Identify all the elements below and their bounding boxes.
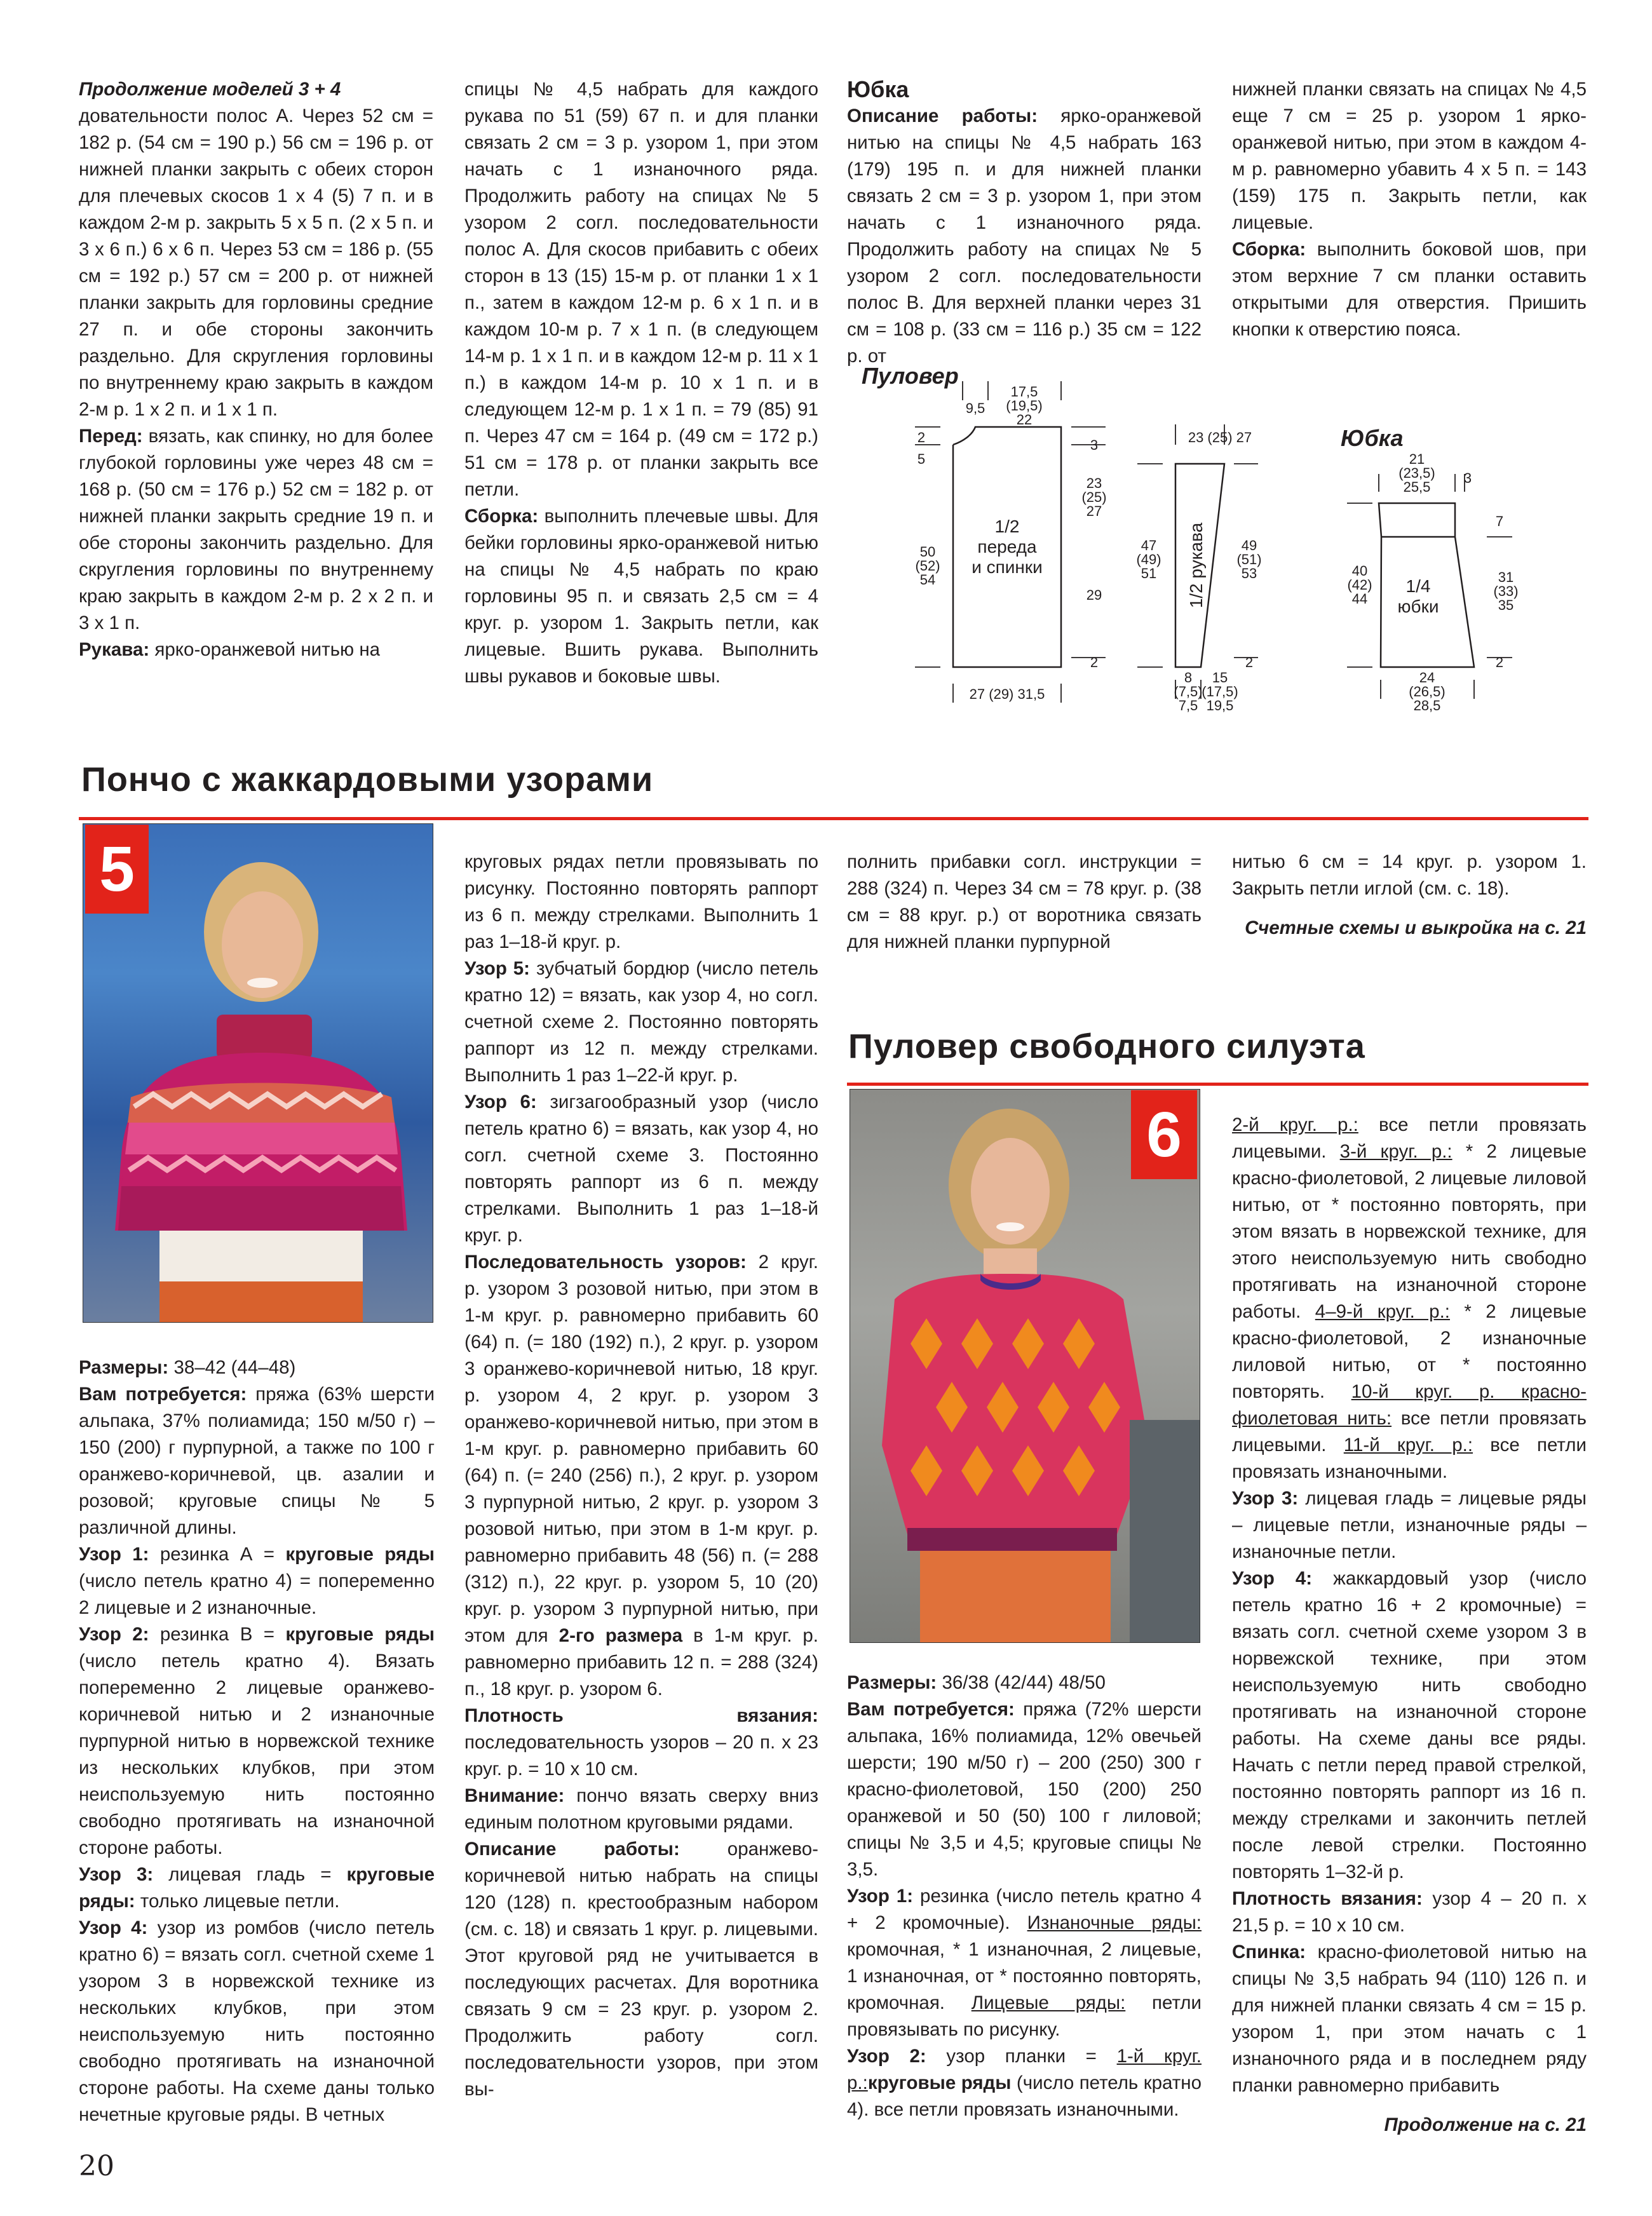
dim-15-3: 19,5 xyxy=(1206,698,1234,713)
page-number: 20 xyxy=(79,2150,114,2182)
dim-8-1: 8 xyxy=(1184,670,1193,686)
top-column-4 xyxy=(1232,76,1587,343)
text-run: выполнить боковой шов, при этом верхние 7 см планки оставить открытыми для отверстия. Пришить кнопки к отверстию пояса. xyxy=(1232,239,1587,340)
dim-skirt-bottom-3: 28,5 xyxy=(1413,698,1441,713)
poncho-column-4 xyxy=(1232,849,1587,942)
bold-lead: Описание работы: xyxy=(464,1839,680,1860)
text-run: лицевая гладь = лицевые ряды – лицевые петли, изнаночные ряды – изнаночные петли. xyxy=(1232,1488,1587,1562)
dim-7: 7 xyxy=(1495,513,1504,529)
bold-lead: Вам потребуется: xyxy=(847,1699,1015,1720)
paragraph xyxy=(1232,1112,1587,1485)
paragraph xyxy=(1232,1939,1587,2099)
bold-lead: Узор 1: xyxy=(79,1544,149,1565)
text-run: нитью 6 см = 14 круг. р. узором 1. Закрыть петли иглой (см. с. 18). xyxy=(1232,851,1587,899)
underlined-run: Лицевые ряды: xyxy=(971,1992,1126,2013)
paragraph xyxy=(847,849,1202,956)
paragraph: Продолжение на с. 21 xyxy=(1384,2114,1587,2135)
bold-lead: круговые ряды xyxy=(285,1624,435,1645)
paragraph xyxy=(1232,849,1587,902)
text-run: спицы № 4,5 набрать для каждого рукава по 51 (59) 67 п. и для планки связать 2 см = 3 р. узором 1, при этом начать с 1 изнаночного ряда. Продолжить работу на спицах № 5 узором 2 согл. последовательности полос А. Для скосов прибавить с обеих сторон в 13 (15) 15-м р. от планки 1 х 1 п., затем в каждом 12-м р. 6 х 1 п. и в каждом 10-м р. 7 х 1 п. (в следующем 14-м р. 1 х 1 п. и в каждом 12-м р. 11 х 1 п.) в каждом 14-м р. 10 х 1 п. и в следующем 12-м р. 1 х 1 п. = 79 (85) 91 п. Через 47 см = 164 р. (49 см = 172 р.) 51 см = 178 р. от планки закрыть все петли. xyxy=(464,79,818,500)
bold-lead: Внимание: xyxy=(464,1785,565,1806)
dim-sleeve-h1-1: 47 xyxy=(1141,537,1157,553)
dim-8-2: (7,5) xyxy=(1174,684,1203,699)
top-column-1 xyxy=(79,76,433,663)
bold-lead: Спинка: xyxy=(1232,1942,1306,1963)
text-run: 36/38 (42/44) 48/50 xyxy=(937,1672,1106,1693)
text-run: (число петель кратно 4). xyxy=(847,2072,1202,2120)
dim-height-3: 54 xyxy=(919,572,936,588)
paragraph xyxy=(847,1883,1202,2043)
text-run: вязать, как спинку, но для более глубокой горловины уже через 48 см = 168 р. (50 см = 176 р.) 52 см = 182 р. от нижней планки закрыть средние 19 п. и обе стороны закончить раздельно. Для скругления горловины по внутреннему краю закрыть в каждом 2-м р. 2 х 2 п. и 3 х 1 п. xyxy=(79,426,433,633)
pullover-column-2 xyxy=(1232,1112,1587,2138)
paragraph xyxy=(79,1381,435,1541)
dim-15-2: (17,5) xyxy=(1202,684,1238,699)
underlined-run: 11-й круг. р.: xyxy=(1343,1435,1473,1456)
bold-lead: Узор 6: xyxy=(464,1091,537,1112)
top-column-3 xyxy=(847,76,1202,370)
skirt-diagram-title: Юбка xyxy=(1341,425,1404,451)
text-run: круговых рядах петли провязывать по рисунку. Постоянно повторять раппорт из 6 п. между стрелками. Выполнить 1 раз 1–18-й круг. р. xyxy=(464,851,818,952)
text-run: пряжа (63% шерсти альпака, 37% полиамида; 150 м/50 г) – 150 (200) г пурпурной, а также по 100 г оранжево-коричневой, цв. азалии и розовой; круговые спицы № 5 различной длины. xyxy=(79,1384,435,1538)
paragraph xyxy=(847,1670,1202,1696)
dim-2b: 2 xyxy=(1090,654,1099,670)
dim-skirt-h1-3: 44 xyxy=(1351,591,1368,607)
body-label-2: переда xyxy=(977,537,1037,557)
paragraph xyxy=(464,1836,818,2103)
bold-lead: Плотность вязания: xyxy=(1232,1888,1423,1909)
paragraph: Продолжение моделей 3 + 4 xyxy=(79,79,341,100)
text-run: все петли провязать лицевыми. xyxy=(1232,1114,1587,1162)
bold-lead: Узор 2: xyxy=(847,2046,926,2067)
poncho-column-1 xyxy=(79,1355,435,2128)
pullover-title: Пуловер свободного силуэта xyxy=(848,1027,1365,1065)
text-run: оранжево-коричневой нитью набрать на спицы 120 (128) п. крестообразным набором (см. с. 18) и связать 1 круг. р. лицевыми. Этот круговой ряд не учитывается в последующих расчетах. Для воротника связать 9 см = 23 круг. р. узором 2. Продолжить работу согл. последовательности узоров, при этом вы- xyxy=(464,1839,819,2100)
text-run: 2 круг. р. узором 3 розовой нитью, при этом в 1-м круг. р. равномерно прибавить 60 (64) п. (= 180 (192) п.), 2 круг. р. узором 3 оранжево-коричневой нитью, 18 круг. р. узором 4, 2 круг. р. узором 3 оранжево-коричневой нитью, при этом в 1-м круг. р. равномерно прибавить 60 (64) п. (= 240 (256) п.), 2 круг. р. узором 3 пурпурной нитью, 2 круг. р. узором 3 розовой нитью, при этом в 1-м круг. р. равномерно прибавить 48 (56) п. (= 288 (312) п.), 22 круг. р. узором 5, 10 (20) круг. р. узором 3 пурпурной нитью, при этом для xyxy=(464,1252,818,1646)
text-run: ярко-оранжевой нитью на xyxy=(149,639,381,660)
text-run: все петли провязать изнаночными. xyxy=(1232,1435,1587,1482)
paragraph xyxy=(79,1915,435,2128)
paragraph xyxy=(464,76,818,503)
bold-lead: Перед: xyxy=(79,426,143,447)
underlined-run: 3-й круг. р.: xyxy=(1339,1141,1452,1162)
dim-armhole-1: 23 xyxy=(1086,475,1102,491)
bold-lead: круговые ряды: xyxy=(79,1864,435,1912)
poncho-title: Пончо с жаккардовыми узорами xyxy=(81,760,654,799)
text-run: резинка (число петель кратно 4 + 2 кромочные). xyxy=(847,1886,1202,1933)
dim-neck-1: 17,5 xyxy=(1010,384,1038,400)
bold-lead: Описание работы: xyxy=(847,105,1038,126)
text-run: (число петель кратно 4). Вязать попеременно 2 лицевые оранжево-коричневой нитью и 2 изнаночные пурпурной нитью в норвежской технике из нескольких клубков, при этом неиспользуемую нить постоянно свободно протягивать на изнаночной стороне работы. xyxy=(79,1651,435,1858)
paragraph xyxy=(464,1249,818,1703)
bold-lead: круговые ряды xyxy=(867,2072,1012,2093)
text-run: нижней планки связать на спицах № 4,5 еще 7 см = 25 р. узором 1 ярко-оранжевой нитью, при этом в каждом 4-м р. равномерно убавить 4 х 5 п. = 143 (159) 175 п. Закрыть петли, как лицевые. xyxy=(1232,79,1587,233)
dim-sleeve-h2-1: 49 xyxy=(1241,537,1257,553)
dim-skirt-h2-3: 35 xyxy=(1498,597,1514,613)
text-run: довательности полос А. Через 52 см = 182 р. (54 см = 190 р.) 56 см = 196 р. от нижней планки закрыть с обеих сторон для плечевых скосов 1 х 4 (5) 7 п. и в каждом 2-м р. закрыть 5 х 5 п. (2 х 5 п. и 3 х 6 п.) 6 х 6 п. Через 53 см = 186 р. (55 см = 192 р.) 57 см = 200 р. от нижней планки закрыть для горловины средние 27 п. и обе стороны закончить раздельно. Для скругления горловины по внутреннему краю закрыть в каждом 2-м р. 1 х 2 п. и 1 х 1 п. xyxy=(79,105,433,420)
text-run: все петли провязать изнаночными. xyxy=(874,2099,1179,2120)
text-run: ярко-оранжевой нитью на спицы № 4,5 набрать 163 (179) 195 п. и для нижней планки связать 2 см = 3 р. узором 1, при этом начать с 1 изнаночного ряда. Продолжить работу на спицах № 5 узором 2 согл. последовательности полос В. Для верхней планки через 31 см = 108 р. (33 см = 116 р.) 35 см = 122 р. от xyxy=(847,105,1202,367)
bold-lead: Узор 4: xyxy=(1232,1568,1313,1589)
bold-lead: Сборка: xyxy=(1232,239,1306,260)
underlined-run: 2-й круг. р.: xyxy=(1232,1114,1358,1135)
paragraph xyxy=(847,1696,1202,1883)
bold-lead: Рукава: xyxy=(79,639,150,660)
text-run: узор 4 – 20 п. х 21,5 р. = 10 х 10 см. xyxy=(1232,1888,1587,1936)
bold-lead: Узор 1: xyxy=(847,1886,914,1907)
bold-lead: Узор 3: xyxy=(1232,1488,1299,1509)
text-run: пряжа (72% шерсти альпака, 16% полиамида, 12% овечьей шерсти; 190 м/50 г) – 200 (250) 300 г красно-фиолетовой, 150 (200) 250 оранжевой и 50 (50) 100 г лиловой; спицы № 3,5 и 4,5; круговые спицы № 3,5. xyxy=(847,1699,1202,1880)
underlined-run: 4–9-й круг. р.: xyxy=(1315,1301,1450,1322)
bold-lead: Плотность вязания: xyxy=(464,1705,818,1726)
paragraph xyxy=(847,103,1202,370)
paragraph xyxy=(79,423,433,637)
underlined-run: 10-й круг. р. красно-фиолетовая нить: xyxy=(1232,1381,1587,1429)
paragraph xyxy=(1232,1565,1587,1886)
paragraph xyxy=(79,1541,435,1621)
bold-lead: Узор 3: xyxy=(79,1864,154,1885)
text-run: красно-фиолетовой нитью на спицы № 3,5 набрать 94 (110) 126 п. и для нижней планки связать 4 см = 15 р. узором 1, при этом начать с 1 изнаночного ряда и в последнем ряду планки равномерно прибавить xyxy=(1232,1942,1587,2096)
text-run: зубчатый бордюр (число петель кратно 12) = вязать, как узор 4, но согл. счетной схеме 2. Постоянно повторять раппорт из 12 п. между стрелками. Выполнить 1 раз 1–22-й круг. р. xyxy=(464,958,818,1086)
text-run: жаккардовый узор (число петель кратно 16 + 2 кромочные) = вязать согл. счетной схеме узором 3 в норвежской технике, при этом неиспользуемую нить свободно протягивать на изнаночной стороне работы. На схеме даны все ряды. Начать с петли перед правой стрелкой, постоянно повторять раппорт из 16 п. между стрелками и закончить петлей после левой стрелки. Постоянно повторять 1–32-й р. xyxy=(1232,1568,1587,1882)
bold-lead: 2-го размера xyxy=(559,1625,683,1646)
dim-skirt-h2-2: (33) xyxy=(1493,583,1519,599)
underlined-run: Изнаночные ряды: xyxy=(1027,1912,1202,1933)
bold-lead: Узор 2: xyxy=(79,1624,149,1645)
text-run: резинка В = xyxy=(149,1624,286,1645)
skirt-label-1: 1/4 xyxy=(1405,576,1431,596)
bold-lead: Сборка: xyxy=(464,506,539,527)
pullover-number-badge: 6 xyxy=(1131,1090,1197,1179)
bold-lead: Узор 4: xyxy=(79,1917,148,1938)
pullover-column-1 xyxy=(847,1670,1202,2123)
text-run: 38–42 (44–48) xyxy=(168,1357,296,1378)
paragraph xyxy=(464,1783,818,1836)
section-heading: Юбка xyxy=(847,76,909,102)
paragraph: Счетные схемы и выкройка на с. 21 xyxy=(1245,917,1587,938)
poncho-title-rule xyxy=(79,817,1588,820)
poncho-column-3 xyxy=(847,849,1202,956)
dim-2a: 2 xyxy=(917,429,926,445)
dim-neck-3: 22 xyxy=(1016,412,1032,428)
text-run: * 2 лицевые красно-фиолетовой, 2 лицевые лиловой нитью, от * постоянно повторять, при этом вязать в норвежской технике, для этого неиспользуемую нить свободно протягивать на изнаночной стороне работы. xyxy=(1232,1141,1587,1322)
bold-lead: Размеры: xyxy=(847,1672,937,1693)
dim-15-1: 15 xyxy=(1212,670,1228,686)
text-run: узор из ромбов (число петель кратно 6) = вязать согл. счетной схеме 1 узором 3 в норвежской технике из нескольких клубков, при этом неиспользуемую нить постоянно свободно протягивать на изнаночной стороне работы. На схеме даны только нечетные круговые ряды. В четных xyxy=(79,1917,435,2125)
dim-armhole-3: 27 xyxy=(1086,503,1102,519)
paragraph xyxy=(1232,236,1587,343)
dim-height-1: 50 xyxy=(919,544,936,560)
text-run: последовательность узоров – 20 п. х 23 круг. р. = 10 х 10 см. xyxy=(464,1732,818,1780)
dim-29: 29 xyxy=(1086,587,1102,603)
text-run: в 1-м круг. р. равномерно прибавить 12 п. = 288 (324) п., 18 круг. р. узором 6. xyxy=(464,1625,818,1699)
text-run: узор планки = xyxy=(926,2046,1117,2067)
text-run: (число петель кратно 4) = попеременно 2 лицевые и 2 изнаночные. xyxy=(79,1571,435,1618)
text-run: все петли провязать лицевыми. xyxy=(1232,1408,1587,1456)
bold-lead: Последовательность узоров: xyxy=(464,1252,747,1273)
dim-2d: 2 xyxy=(1495,654,1504,670)
dim-skirt-bottom-1: 24 xyxy=(1419,670,1435,686)
dim-armhole-2: (25) xyxy=(1081,489,1107,505)
sleeve-label: 1/2 рукава xyxy=(1186,522,1206,609)
paragraph xyxy=(464,956,818,1089)
dim-3b: 3 xyxy=(1463,470,1472,486)
paragraph xyxy=(1232,76,1587,236)
dim-height-2: (52) xyxy=(915,558,940,574)
pullover-title-rule xyxy=(847,1083,1588,1086)
text-run: пончо вязать сверху вниз единым полотном круговыми рядами. xyxy=(464,1785,818,1833)
dim-skirt-h2-1: 31 xyxy=(1498,569,1514,585)
dim-body-width: 27 (29) 31,5 xyxy=(969,686,1045,702)
dim-3a: 3 xyxy=(1090,437,1099,453)
dim-neck-2: (19,5) xyxy=(1006,398,1043,414)
paragraph xyxy=(1232,1886,1587,1939)
paragraph xyxy=(79,1861,435,1915)
text-run: только лицевые петли. xyxy=(135,1891,340,1912)
text-run: петли провязывать по рисунку. xyxy=(847,1992,1202,2040)
paragraph xyxy=(464,503,818,690)
dim-skirt-h1-1: 40 xyxy=(1351,563,1368,579)
bold-lead: Вам потребуется: xyxy=(79,1384,247,1405)
bold-lead: круговые ряды xyxy=(285,1544,435,1565)
text-run: * 2 лицевые красно-фиолетовой, 2 изнаночные лиловой нитью, от * постоянно повторять. xyxy=(1232,1301,1587,1402)
text-run: зигзагообразный узор (число петель кратно 6) = вязать, как узор 4, но согл. счетной схеме 3. Постоянно повторять раппорт из 6 п. между стрелками. Выполнить 1 раз 1–18-й круг. р. xyxy=(464,1091,818,1246)
dim-skirt-h1-2: (42) xyxy=(1347,577,1372,593)
paragraph xyxy=(464,1703,818,1783)
dim-skirt-top-3: 25,5 xyxy=(1403,479,1431,495)
bold-lead: Размеры: xyxy=(79,1357,169,1378)
dim-sleeve-h2-3: 53 xyxy=(1241,565,1257,581)
paragraph xyxy=(1232,1485,1587,1565)
poncho-number-badge: 5 xyxy=(85,825,149,914)
paragraph xyxy=(464,1089,818,1249)
skirt-label-2: юбки xyxy=(1397,597,1439,616)
dim-2c: 2 xyxy=(1245,654,1254,670)
paragraph xyxy=(847,2043,1202,2123)
paragraph xyxy=(79,1355,435,1381)
dim-skirt-top-1: 21 xyxy=(1409,451,1425,467)
body-label-1: 1/2 xyxy=(994,517,1020,536)
dim-sleeve-h2-2: (51) xyxy=(1236,551,1262,567)
top-column-2 xyxy=(464,76,818,690)
paragraph xyxy=(79,1621,435,1861)
paragraph xyxy=(464,849,818,956)
pattern-diagrams xyxy=(845,356,1595,737)
bold-lead: Узор 5: xyxy=(464,958,531,979)
dim-sleeve-top: 23 (25) 27 xyxy=(1188,429,1252,445)
pullover-diagram-title: Пуловер xyxy=(862,363,959,389)
poncho-column-2 xyxy=(464,849,818,2103)
text-run: кромочная, * 1 изнаночная, 2 лицевые, 1 изнаночная, от * постоянно повторять, кромочная. xyxy=(847,1939,1202,2013)
dim-9-5: 9,5 xyxy=(965,400,985,416)
text-run: лицевая гладь = xyxy=(153,1864,347,1885)
body-label-3: и спинки xyxy=(972,557,1043,577)
text-run: полнить прибавки согл. инструкции = 288 (324) п. Через 34 см = 78 круг. р. (38 см = 88 круг. р.) от воротника связать для нижней планки пурпурной xyxy=(847,851,1202,952)
dim-skirt-bottom-2: (26,5) xyxy=(1409,684,1446,699)
dim-sleeve-h1-2: (49) xyxy=(1136,551,1161,567)
underlined-run: 1-й круг. р.: xyxy=(847,2046,1202,2093)
dim-sleeve-h1-3: 51 xyxy=(1141,565,1157,581)
dim-5: 5 xyxy=(917,451,926,467)
dim-skirt-top-2: (23,5) xyxy=(1398,465,1435,481)
paragraph xyxy=(79,103,433,423)
text-run: резинка А = xyxy=(149,1544,286,1565)
paragraph xyxy=(79,637,433,663)
dim-8-3: 7,5 xyxy=(1178,698,1198,713)
text-run: выполнить плечевые швы. Для бейки горловины ярко-оранжевой нитью на спицы № 4,5 набрать по краю горловины 95 п. и связать 2,5 см = 4 круг. р. узором 1. Закрыть петли, как лицевые. Вшить рукава. Выполнить швы рукавов и боковые швы. xyxy=(464,506,818,687)
